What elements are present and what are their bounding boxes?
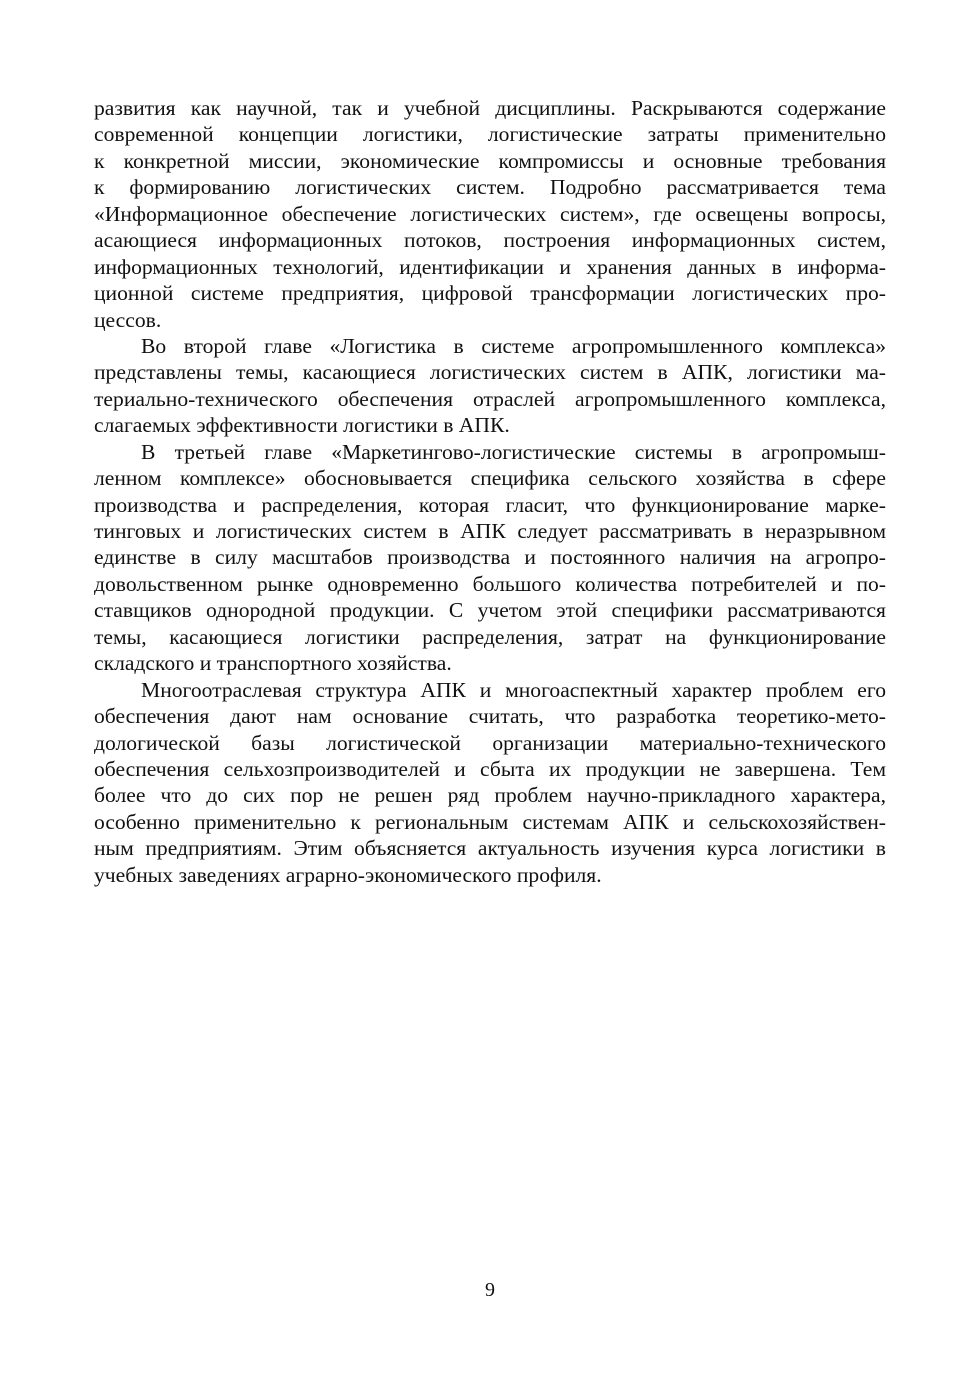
text-line: дологической базы логистической организации материально-технического [94, 730, 886, 755]
text-line: териально-технического обеспечения отраслей агропромышленного комплекса, [94, 386, 886, 411]
text-line: особенно применительно к региональным системам АПК и сельскохозяйствен- [94, 809, 886, 834]
paragraph-4 [94, 677, 886, 889]
text-line: единстве в силу масштабов производства и постоянного наличия на агропро- [94, 545, 886, 570]
text-line: В третьей главе «Маркетингово-логистические системы в агропромыш- [141, 439, 886, 464]
text-line: учебных заведениях аграрно-экономического профиля. [94, 862, 602, 887]
text-line: обеспечения дают нам основание считать, что разработка теоретико-мето- [94, 704, 886, 729]
text-line: Во второй главе «Логистика в системе агропромышленного комплекса» [141, 333, 886, 358]
text-line: представлены темы, касающиеся логистических систем в АПК, логистики ма- [94, 360, 886, 385]
text-line: слагаемых эффективности логистики в АПК. [94, 413, 510, 438]
text-line: ционной системе предприятия, цифровой трансформации логистических про- [94, 281, 886, 306]
text-line: ленном комплексе» обосновывается специфика сельского хозяйства в сфере [94, 466, 886, 491]
text-line: тинговых и логистических систем в АПК следует рассматривать в неразрывном [94, 519, 886, 543]
text-line: складского и транспортного хозяйства. [94, 651, 452, 676]
paragraph-3 [94, 439, 886, 677]
text-line: информационных технологий, идентификации и хранения данных в информа- [94, 254, 886, 279]
text-line: к конкретной миссии, экономические компромиссы и основные требования [94, 148, 886, 173]
text-line: современной концепции логистики, логистические затраты применительно [94, 122, 886, 147]
text-line: Многоотраслевая структура АПК и многоаспектный характер проблем его [141, 677, 886, 702]
text-line: цессов. [94, 307, 162, 332]
page-number: 9 [485, 1279, 495, 1301]
text-line: асающиеся информационных потоков, построения информационных систем, [94, 228, 886, 253]
paragraph-2 [94, 333, 886, 439]
text-line: обеспечения сельхозпроизводителей и сбыта их продукции не завершена. Тем [94, 756, 886, 781]
text-line: ным предприятиям. Этим объясняется актуальность изучения курса логистики в [94, 836, 886, 861]
text-line: «Информационное обеспечение логистических систем», где освещены вопросы, [94, 201, 886, 226]
text-line: довольственном рынке одновременно большого количества потребителей и по- [94, 571, 886, 596]
text-line: темы, касающиеся логистики распределения, затрат на функционирование [94, 624, 886, 649]
body-text [94, 95, 886, 888]
text-line: к формированию логистических систем. Подробно рассматривается тема [94, 175, 886, 200]
text-line: ставщиков однородной продукции. С учетом этой специфики рассматриваются [94, 598, 886, 623]
text-line: производства и распределения, которая гласит, что функционирование марке- [94, 492, 886, 517]
text-line: развития как научной, так и учебной дисциплины. Раскрываются содержание [94, 96, 886, 120]
paragraph-1 [94, 95, 886, 333]
text-line: более что до сих пор не решен ряд проблем научно-прикладного характера, [94, 783, 886, 808]
